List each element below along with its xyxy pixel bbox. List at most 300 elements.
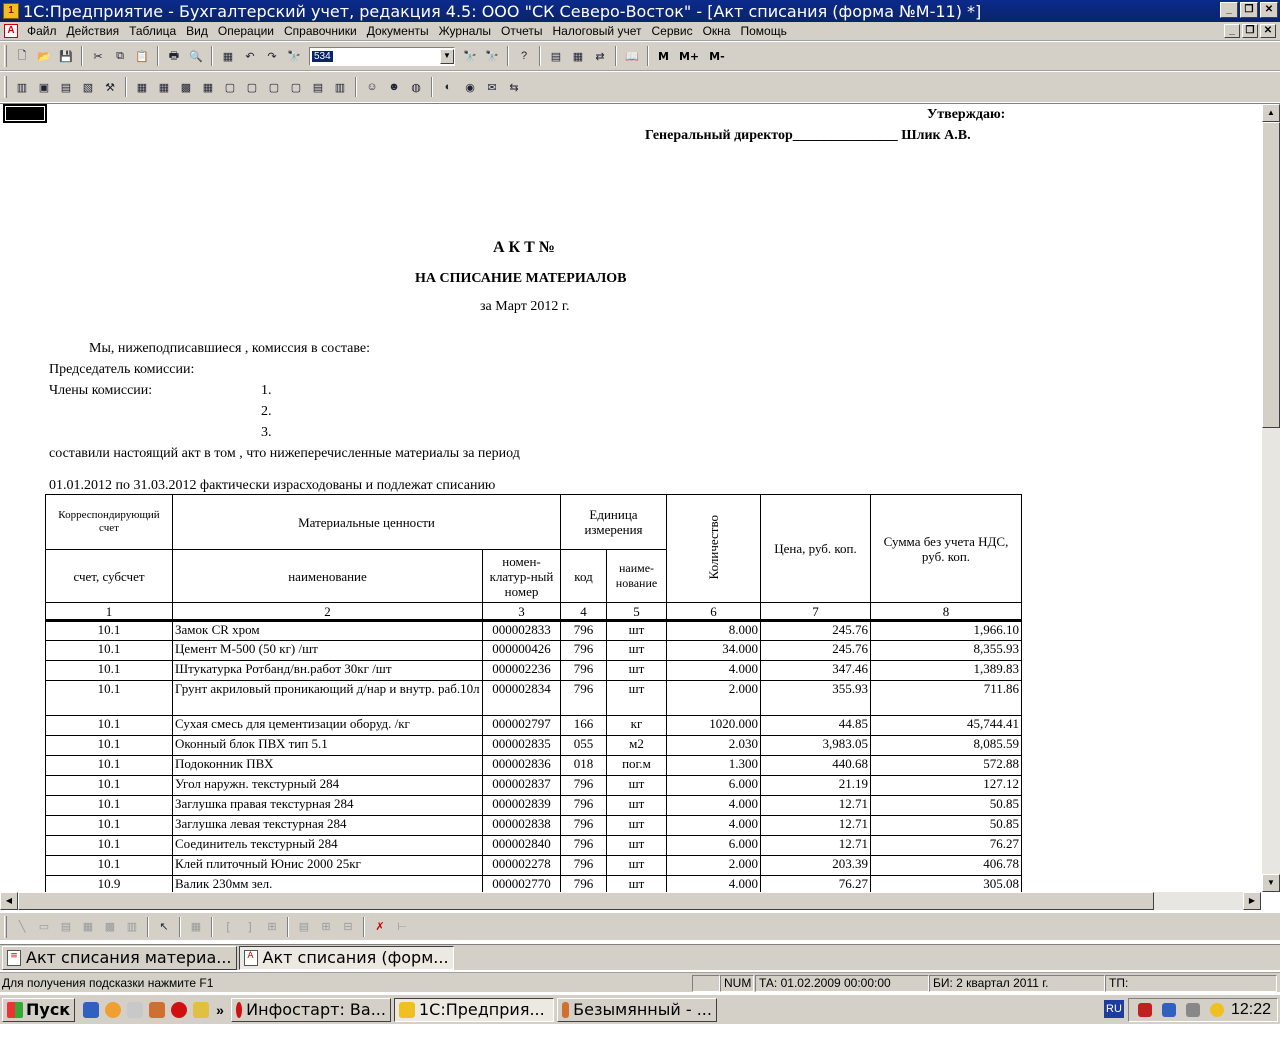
table-row [46,661,1022,681]
column-number: 7 [761,603,871,621]
paste-icon[interactable]: 📋 [135,50,149,63]
memory-plus-button[interactable]: M+ [678,49,700,63]
row-price: 203.39 [761,856,871,876]
row-price: 12.71 [761,796,871,816]
mail-icon[interactable]: ✉ [487,81,497,94]
menu-table[interactable]: Таблица [129,24,177,38]
operations-journal-icon[interactable]: ▣ [38,81,50,94]
row-unit: шт [607,776,667,796]
scroll-down-icon[interactable]: ▼ [1262,874,1280,892]
row-unit: шт [607,836,667,856]
row-sum: 711.86 [871,681,1022,716]
row-quantity: 1020.000 [667,716,761,736]
row-unit: шт [607,796,667,816]
header-quantity [667,495,761,603]
smiley-icon[interactable] [1210,1003,1224,1017]
task-label: 1С:Предприя... [418,1000,545,1019]
header-name: наименование [173,550,483,603]
row-name: Подоконник ПВХ [173,756,483,776]
toolbar-separator [125,77,127,97]
row-sum: 406.78 [871,856,1022,876]
vertical-scrollbar[interactable] [1262,104,1280,892]
row-code: 796 [561,876,607,893]
row-name: Заглушка правая текстурная 284 [173,796,483,816]
picture-icon[interactable]: ▦ [82,921,94,933]
row-quantity: 4.000 [667,816,761,836]
system-tray [1128,998,1278,1022]
report-list-icon[interactable]: ▤ [312,81,324,94]
opera-icon[interactable] [171,1002,187,1018]
employees-icon[interactable]: ☺ [366,81,378,93]
report-analysis-icon[interactable]: ▦ [202,81,214,94]
paint-icon [562,1002,569,1018]
app-icon[interactable]: 1 [3,3,19,19]
cells-icon[interactable]: ⊟ [343,921,353,933]
contractors-icon[interactable]: ☻ [388,81,400,93]
row-price: 355.93 [761,681,871,716]
mdi-close-button[interactable]: ✕ [1260,24,1276,38]
quicklaunch-chevron[interactable]: » [216,1001,224,1018]
row-quantity: 6.000 [667,776,761,796]
act-period: за Март 2012 г. [480,299,570,314]
find-icon[interactable]: 🔭 [287,50,301,63]
report-icon: A [244,950,258,966]
act-title: А К Т № [493,239,555,256]
row-sum: 45,744.41 [871,716,1022,736]
calendar-icon[interactable]: ▦ [572,50,584,63]
ole-icon[interactable]: ▩ [104,921,116,933]
header-sum: Сумма без учета НДС, руб. коп. [871,495,1022,603]
typical-operations-icon[interactable]: ⚒ [105,81,115,94]
column-number: 6 [667,603,761,621]
bracket-left-icon[interactable]: [ [226,920,230,933]
row-account: 10.1 [46,736,173,756]
row-code: 166 [561,716,607,736]
row-account: 10.1 [46,816,173,836]
row-name: Замок CR хром [173,621,483,641]
line-icon[interactable]: ╲ [18,921,26,933]
toolbar-separator [355,77,357,97]
drawing-toolbar [0,912,1280,940]
row-name: Заглушка левая текстурная 284 [173,816,483,836]
window-title: 1С:Предприятие - Бухгалтерский учет, редакция 4.5: ООО "СК Северо-Восток" - [Акт списания (форма №М-11) *] [23,1,982,21]
table-icon[interactable]: ⊞ [321,921,331,933]
table-row [46,621,1022,641]
member-1: 1. [261,383,272,398]
toolbar-separator [363,917,365,937]
group-icon[interactable]: ▦ [190,921,202,933]
row-unit: кг [607,716,667,736]
start-button[interactable] [2,998,75,1022]
report-journal-icon[interactable]: ▢ [246,81,258,94]
toolbar-grip[interactable] [4,45,7,67]
menu-operations[interactable]: Операции [217,24,275,38]
task-1c[interactable] [394,998,554,1022]
row-code: 796 [561,816,607,836]
table-row [46,736,1022,756]
column-number: 8 [871,603,1022,621]
row-sum: 8,355.93 [871,641,1022,661]
row-account: 10.1 [46,621,173,641]
tool-icon[interactable] [193,1002,209,1018]
row-name: Цемент М-500 (50 кг) /шт [173,641,483,661]
header-code: код [561,550,607,603]
row-quantity: 8.000 [667,621,761,641]
clock[interactable]: 12:22 [1230,1001,1271,1018]
vertical-scroll-thumb[interactable] [1262,122,1280,428]
table-row [46,716,1022,736]
header-unit-name: наиме-нование [607,550,667,603]
memory-minus-button[interactable]: M- [709,49,725,63]
speaker-icon[interactable] [1186,1003,1200,1017]
row-quantity: 34.000 [667,641,761,661]
row-nomenclature: 000002834 [483,681,561,716]
selected-cell[interactable] [3,104,47,123]
screen-bottom [0,1024,1280,1039]
align-icon[interactable]: ⊞ [267,921,277,933]
row-name: Грунт акриловый проникающий д/нар и внутр. раб.10л [173,681,483,716]
report-order-icon[interactable]: ▢ [268,81,280,94]
row-quantity: 6.000 [667,836,761,856]
chart-icon[interactable]: ▥ [126,921,138,933]
report-summary-icon[interactable]: ▢ [290,81,302,94]
row-name: Соединитель текстурный 284 [173,836,483,856]
row-nomenclature: 000002840 [483,836,561,856]
menu-references[interactable]: Справочники [284,24,357,38]
grid-icon[interactable]: ▤ [298,921,310,933]
rectangle-icon[interactable]: ▭ [38,921,50,933]
help-icon[interactable]: ? [520,50,528,62]
row-quantity: 2.000 [667,856,761,876]
row-account: 10.1 [46,776,173,796]
row-price: 347.46 [761,661,871,681]
director-line: Генеральный директор_______________ Шлик А.В. [645,128,971,143]
save-icon[interactable]: 💾 [59,50,73,63]
calculator-icon[interactable] [127,1002,143,1018]
act-subtitle: НА СПИСАНИЕ МАТЕРИАЛОВ [415,271,627,286]
window-tabs [0,944,1280,970]
member-2: 2. [261,404,272,419]
mdi-minimize-button[interactable]: _ [1224,24,1240,38]
menu-view[interactable]: Вид [186,24,208,38]
toolbar-separator [211,917,213,937]
task-paint[interactable] [557,998,717,1022]
row-sum: 1,389.83 [871,661,1022,681]
window-controls [1220,2,1278,18]
horizontal-scroll-thumb[interactable] [18,892,1154,910]
row-quantity: 2.030 [667,736,761,756]
language-indicator[interactable]: RU [1104,1000,1124,1018]
row-account: 10.1 [46,836,173,856]
header-account: Корреспондирующий счет [46,495,173,550]
period-text: 01.01.2012 по 31.03.2012 фактически израсходованы и подлежат списанию [49,478,496,493]
chairman-label: Председатель комиссии: [49,362,195,377]
pointer-icon[interactable]: ↖ [159,921,169,933]
row-code: 796 [561,641,607,661]
search-combo-value: 534 [314,50,331,62]
document-window [0,103,1280,911]
app-icon [399,1002,415,1018]
menu-tax[interactable]: Налоговый учет [552,24,642,38]
table-row [46,756,1022,776]
document-icon[interactable]: A [4,24,18,38]
materials-table [45,494,1022,892]
status-bi: БИ: 2 квартал 2011 г. [929,975,1105,992]
status-bar [0,972,1280,992]
row-account: 10.1 [46,856,173,876]
tab-act-form[interactable] [239,946,454,970]
row-sum: 127.12 [871,776,1022,796]
report-osv-icon[interactable]: ▦ [136,81,148,94]
row-name: Клей плиточный Юнис 2000 25кг [173,856,483,876]
table-row [46,816,1022,836]
standard-toolbar [0,42,1280,71]
row-price: 245.76 [761,641,871,661]
documents-journal-icon[interactable]: ▤ [60,81,72,94]
preview-icon[interactable]: 🔍 [189,50,203,63]
menu-reports[interactable]: Отчеты [501,24,543,38]
start-label: Пуск [26,1000,71,1019]
row-account: 10.1 [46,716,173,736]
calculator-icon[interactable]: ▤ [550,50,562,63]
toolbar-separator [147,917,149,937]
row-code: 796 [561,621,607,641]
row-name: Штукатурка Ротбанд/вн.работ 30кг /шт [173,661,483,681]
report-chess-icon[interactable]: ▩ [180,81,192,94]
table-row [46,796,1022,816]
task-infostart[interactable] [231,998,391,1022]
show-desktop-icon[interactable] [83,1002,99,1018]
close-button[interactable]: ✕ [1260,2,1278,18]
text-icon[interactable]: ▤ [60,921,72,933]
minimize-button[interactable]: _ [1220,2,1238,18]
row-nomenclature: 000002839 [483,796,561,816]
menu-actions[interactable]: Действия [66,24,120,38]
row-name: Сухая смесь для цементизации оборуд. /кг [173,716,483,736]
table-row [46,836,1022,856]
properties-icon[interactable]: ▦ [222,50,234,63]
row-name: Оконный блок ПВХ тип 5.1 [173,736,483,756]
network-icon[interactable] [1162,1003,1176,1017]
menu-journals[interactable]: Журналы [438,24,491,38]
compiled-text: составили настоящий акт в том , что нижеперечисленные материалы за период [49,446,520,461]
status-hint: Для получения подсказки нажмите F1 [2,976,214,990]
open-icon[interactable]: 📂 [37,50,51,63]
restore-button[interactable]: ❐ [1240,2,1258,18]
windows-logo-icon [7,1002,23,1018]
spreadsheet[interactable] [0,104,1261,892]
toolbar-separator [507,46,509,66]
search-combo[interactable] [309,47,455,66]
toolbar-grip[interactable] [4,76,7,98]
bracket-right-icon[interactable]: ] [248,920,252,933]
report-card-icon[interactable]: ▢ [224,81,236,94]
row-unit: м2 [607,736,667,756]
mdi-controls [1224,24,1276,38]
chevron-down-icon[interactable]: ▼ [440,49,454,64]
row-account: 10.1 [46,681,173,716]
book-icon[interactable]: 📖 [625,50,639,63]
chart-of-accounts-icon[interactable]: ▥ [16,81,28,94]
horizontal-scrollbar[interactable] [0,892,1261,910]
table-row [46,776,1022,796]
row-account: 10.1 [46,641,173,661]
row-sum: 1,966.10 [871,621,1022,641]
row-name: Валик 230мм зел. [173,876,483,893]
row-code: 796 [561,661,607,681]
delete-drawing-icon[interactable]: ✗ [375,921,385,933]
row-name: Угол наружн. текстурный 284 [173,776,483,796]
header-nomenclature: номен-клатур-ный номер [483,550,561,603]
sync-icon[interactable]: ⇄ [595,50,605,63]
header-quantity-label: Количество [706,514,721,580]
scroll-up-icon[interactable]: ▲ [1262,104,1280,122]
row-sum: 50.85 [871,816,1022,836]
accounting-toolbar [0,72,1280,102]
menu-service[interactable]: Сервис [651,24,693,38]
row-quantity: 2.000 [667,681,761,716]
row-code: 796 [561,856,607,876]
row-nomenclature: 000002278 [483,856,561,876]
table-row [46,681,1022,716]
status-num: NUM [720,975,754,992]
table-body [46,621,1022,893]
undo-icon[interactable]: ↶ [245,50,255,63]
menu-documents[interactable]: Документы [366,24,429,38]
row-price: 76.27 [761,876,871,893]
row-code: 055 [561,736,607,756]
cut-icon[interactable]: ✂ [93,50,103,63]
toolbar-separator [287,917,289,937]
row-unit: шт [607,816,667,836]
row-quantity: 4.000 [667,876,761,893]
row-unit: шт [607,856,667,876]
memory-button[interactable]: M [658,49,669,63]
row-price: 245.76 [761,621,871,641]
row-nomenclature: 000002797 [483,716,561,736]
row-sum: 305.08 [871,876,1022,893]
new-icon[interactable]: 🗋 [17,49,27,62]
row-price: 44.85 [761,716,871,736]
toolbar-separator [431,77,433,97]
column-number: 3 [483,603,561,621]
find-next-icon[interactable]: 🔭 [463,50,477,63]
tab-label: Акт списания (форм... [262,948,449,967]
task-label: Безымянный - ... [573,1000,712,1019]
replace-icon[interactable]: 🔭 [485,50,499,63]
row-unit: шт [607,661,667,681]
header-unit: Единица измерения [561,495,667,550]
globe-icon[interactable]: ◍ [411,81,421,94]
report-account-icon[interactable]: ▦ [158,81,170,94]
scroll-left-icon[interactable]: ◀ [0,892,18,910]
web-icon[interactable]: ◉ [465,81,475,94]
header-price: Цена, руб. коп. [761,495,871,603]
header-subaccount: счет, субсчет [46,550,173,603]
status-tp: ТП: [1105,975,1277,992]
row-account: 10.1 [46,661,173,681]
redo-icon[interactable]: ↷ [267,50,277,63]
tab-act-materials[interactable] [2,946,237,970]
row-price: 21.19 [761,776,871,796]
menu-help[interactable]: Помощь [740,24,787,38]
menu-bar [0,22,1280,41]
copy-icon[interactable]: ⧉ [116,49,124,62]
table-row [46,856,1022,876]
tab-label: Акт списания материа... [26,948,232,967]
row-code: 796 [561,796,607,816]
scroll-right-icon[interactable]: ▶ [1243,892,1261,910]
row-quantity: 4.000 [667,661,761,681]
status-empty-panel [692,975,720,992]
frame-icon[interactable]: ⊢ [397,921,407,933]
column-number: 4 [561,603,607,621]
task-label: Инфостарт: Ва... [246,1000,386,1019]
status-ta: ТА: 01.02.2009 00:00:00 [755,975,929,992]
member-3: 3. [261,425,272,440]
row-quantity: 4.000 [667,796,761,816]
exchange-icon[interactable]: ⇆ [509,81,519,94]
mdi-restore-button[interactable]: ❐ [1242,24,1258,38]
toolbar-separator [81,46,83,66]
row-sum: 76.27 [871,836,1022,856]
row-sum: 8,085.59 [871,736,1022,756]
row-nomenclature: 000002838 [483,816,561,836]
opera-icon [236,1002,242,1018]
toolbar-grip[interactable] [4,916,7,938]
row-price: 12.71 [761,836,871,856]
approve-label: Утверждаю: [927,107,1006,122]
toolbar-separator [179,917,181,937]
table-row [46,876,1022,893]
row-sum: 572.88 [871,756,1022,776]
report-chart-icon[interactable]: ▥ [334,81,346,94]
row-unit: пог.м [607,756,667,776]
refresh-icon[interactable]: ◐ [444,81,452,93]
title-bar [0,0,1280,22]
row-price: 440.68 [761,756,871,776]
row-nomenclature: 000002836 [483,756,561,776]
kaspersky-icon[interactable] [1138,1003,1152,1017]
row-code: 796 [561,776,607,796]
column-number: 2 [173,603,483,621]
table-row [46,641,1022,661]
row-nomenclature: 000000426 [483,641,561,661]
menu-windows[interactable]: Окна [702,24,731,38]
row-price: 3,983.05 [761,736,871,756]
menu-file[interactable]: Файл [27,24,57,38]
transactions-icon[interactable]: ▧ [82,81,94,94]
print-icon[interactable]: 🖶 [168,49,180,62]
row-unit: шт [607,681,667,716]
row-price: 12.71 [761,816,871,836]
toolbar-separator [211,46,213,66]
column-number: 5 [607,603,667,621]
row-unit: шт [607,876,667,893]
row-account: 10.1 [46,796,173,816]
row-account: 10.1 [46,756,173,776]
document-icon: ≡ [7,950,21,966]
row-quantity: 1.300 [667,756,761,776]
header-values: Материальные ценности [173,495,561,550]
row-nomenclature: 000002236 [483,661,561,681]
toolbar-separator [157,46,159,66]
browser-icon[interactable] [105,1002,121,1018]
toolbar-separator [615,46,617,66]
row-unit: шт [607,621,667,641]
paint-icon[interactable] [149,1002,165,1018]
row-unit: шт [607,641,667,661]
